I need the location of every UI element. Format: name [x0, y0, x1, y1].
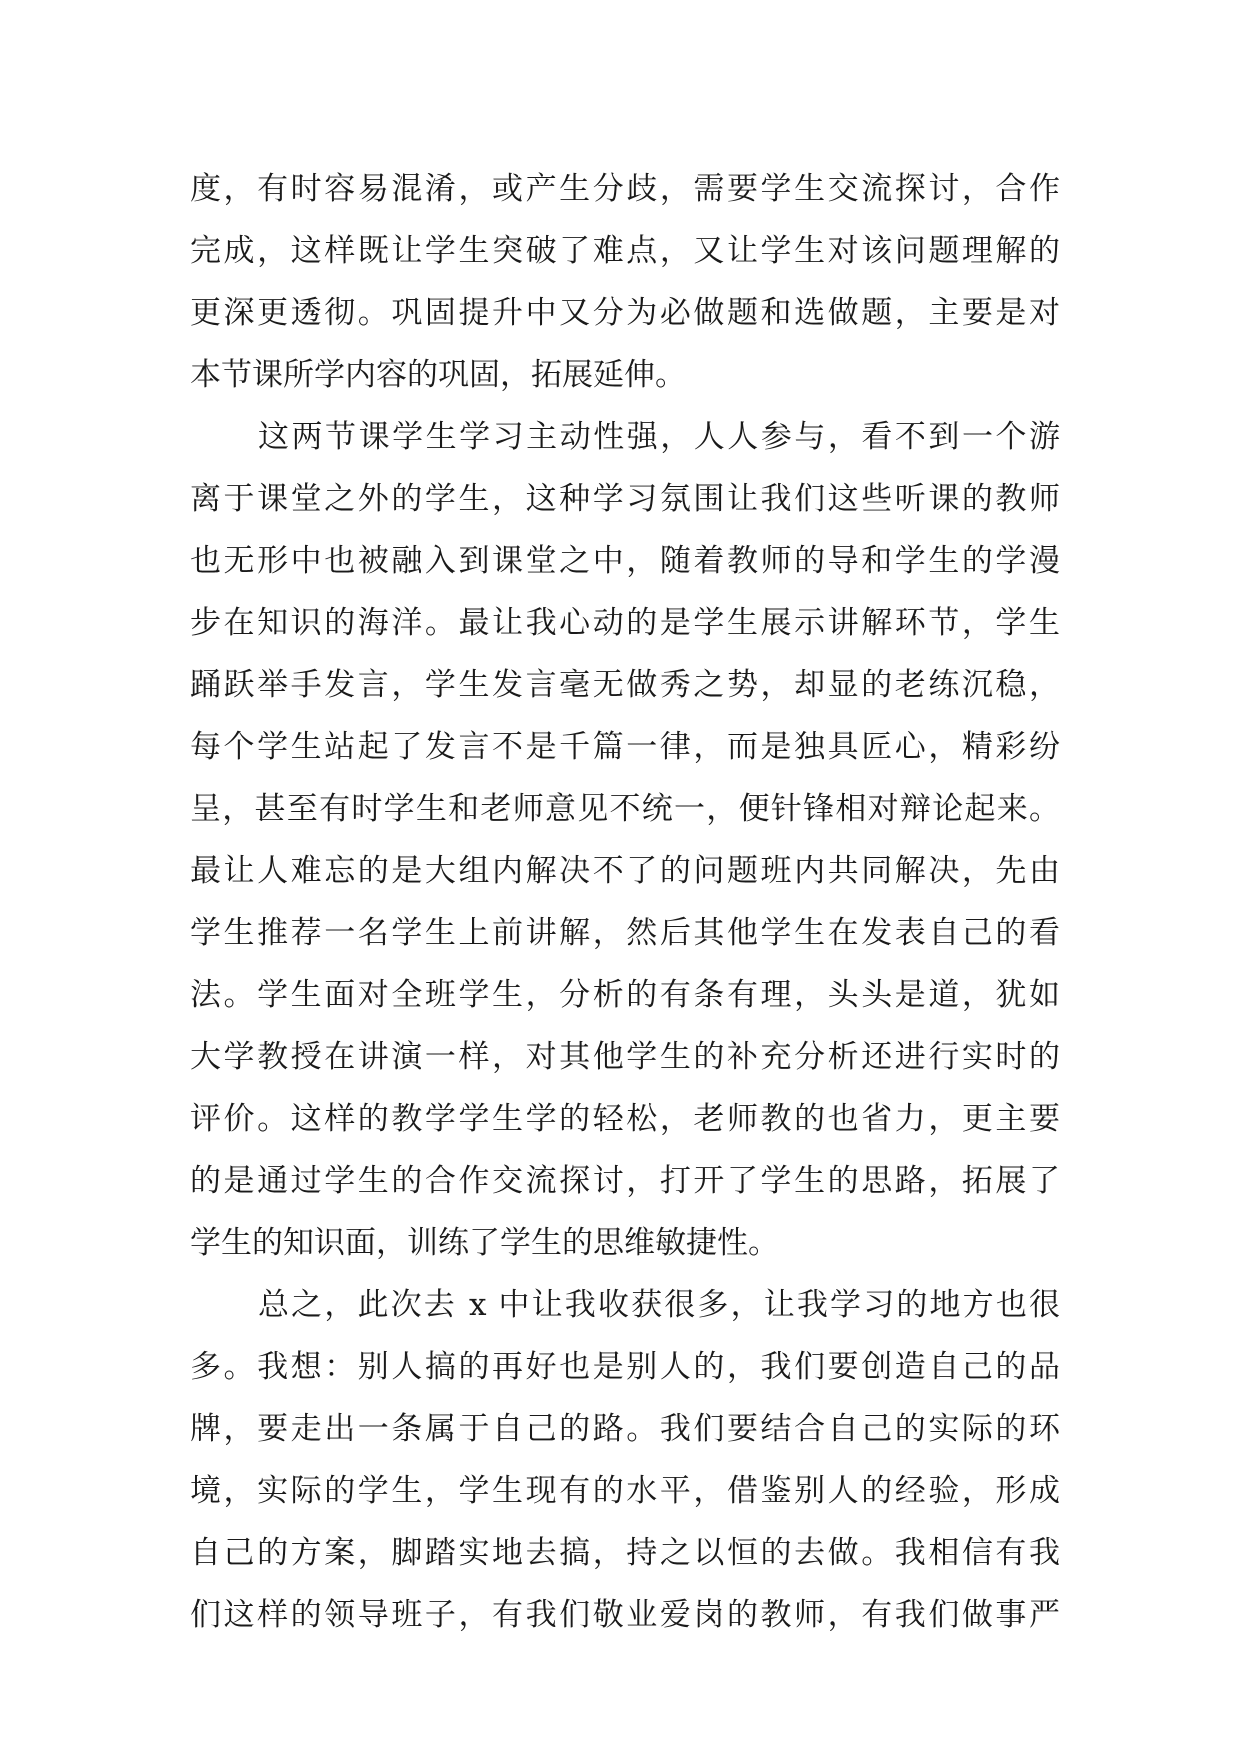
text-line: 的是通过学生的合作交流探讨，打开了学生的思路，拓展了: [190, 1163, 1060, 1199]
text-line: 这两节课学生学习主动性强，人人参与，看不到一个游: [258, 419, 1060, 455]
text-line: 离于课堂之外的学生，这种学习氛围让我们这些听课的教师: [190, 481, 1060, 517]
text-line: 完成，这样既让学生突破了难点，又让学生对该问题理解的: [190, 233, 1060, 269]
body-text: [190, 158, 1060, 1646]
text-line: 度，有时容易混淆，或产生分歧，需要学生交流探讨，合作: [190, 171, 1060, 207]
text-line: 更深更透彻。巩固提升中又分为必做题和选做题，主要是对: [190, 295, 1060, 331]
text-line: 每个学生站起了发言不是千篇一律，而是独具匠心，精彩纷: [190, 729, 1060, 765]
text-line: 大学教授在讲演一样，对其他学生的补充分析还进行实时的: [190, 1039, 1060, 1075]
text-line: 多。我想：别人搞的再好也是别人的，我们要创造自己的品: [190, 1349, 1060, 1385]
text-line: 总之，此次去 x 中让我收获很多，让我学习的地方也很: [258, 1287, 1060, 1323]
text-line: 自己的方案，脚踏实地去搞，持之以恒的去做。我相信有我: [190, 1535, 1060, 1571]
text-line: 踊跃举手发言，学生发言毫无做秀之势，却显的老练沉稳，: [190, 667, 1060, 703]
text-line: 学生的知识面，训练了学生的思维敏捷性。: [190, 1225, 779, 1261]
text-line: 本节课所学内容的巩固，拓展延伸。: [190, 357, 686, 393]
text-line: 最让人难忘的是大组内解决不了的问题班内共同解决，先由: [190, 853, 1060, 889]
text-line: 们这样的领导班子，有我们敬业爱岗的教师，有我们做事严: [190, 1597, 1060, 1633]
text-line: 步在知识的海洋。最让我心动的是学生展示讲解环节，学生: [190, 605, 1060, 641]
text-line: 牌，要走出一条属于自己的路。我们要结合自己的实际的环: [190, 1411, 1060, 1447]
text-line: 学生推荐一名学生上前讲解，然后其他学生在发表自己的看: [190, 915, 1060, 951]
text-line: 法。学生面对全班学生，分析的有条有理，头头是道，犹如: [190, 977, 1060, 1013]
text-line: 呈，甚至有时学生和老师意见不统一，便针锋相对辩论起来。: [190, 791, 1060, 827]
text-line: 境，实际的学生，学生现有的水平，借鉴别人的经验，形成: [190, 1473, 1060, 1509]
text-line: 评价。这样的教学学生学的轻松，老师教的也省力，更主要: [190, 1101, 1060, 1137]
text-line: 也无形中也被融入到课堂之中，随着教师的导和学生的学漫: [190, 543, 1060, 579]
